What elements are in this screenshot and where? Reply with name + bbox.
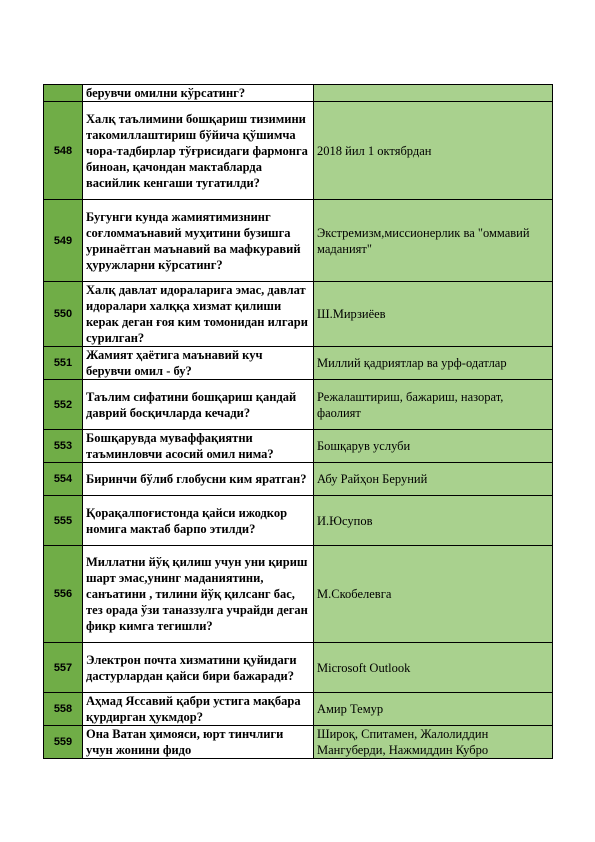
question-number: 552 xyxy=(44,380,83,430)
question-number: 554 xyxy=(44,463,83,496)
questions-table xyxy=(43,84,553,759)
question-text: Она Ватан ҳимояси, юрт тинчлиги учун жонини фидо xyxy=(83,726,314,759)
question-text: Электрон почта хизматини қуйидаги дастурлардан қайси бири бажаради? xyxy=(83,643,314,693)
question-number xyxy=(44,85,83,102)
question-text: Бугунги кунда жамиятимизнинг соғломмаънавий муҳитини бузишга уринаётган маънавий ва мафкуравий ҳуружларни кўрсатинг? xyxy=(83,200,314,282)
answer-text xyxy=(314,85,553,102)
answer-text: Миллий қадриятлар ва урф-одатлар xyxy=(314,347,553,380)
answer-text: Режалаштириш, бажариш, назорат, фаолият xyxy=(314,380,553,430)
question-text: берувчи омилни кўрсатинг? xyxy=(83,85,314,102)
table-row xyxy=(44,200,553,282)
table-row xyxy=(44,102,553,200)
answer-text: И.Юсупов xyxy=(314,496,553,546)
question-text: Бошқарувда муваффақиятни таъминловчи асосий омил нима? xyxy=(83,430,314,463)
question-text: Қорақалпоғистонда қайси ижодкор номига мактаб барпо этилди? xyxy=(83,496,314,546)
answer-text: Ш.Мирзиёев xyxy=(314,282,553,347)
table-row xyxy=(44,643,553,693)
answer-text: Бошқарув услуби xyxy=(314,430,553,463)
table-row xyxy=(44,282,553,347)
table-row xyxy=(44,380,553,430)
question-number: 550 xyxy=(44,282,83,347)
question-number: 555 xyxy=(44,496,83,546)
table-row xyxy=(44,496,553,546)
table-row xyxy=(44,85,553,102)
question-number: 556 xyxy=(44,546,83,643)
table-row xyxy=(44,693,553,726)
question-number: 559 xyxy=(44,726,83,759)
answer-text: Абу Райҳон Беруний xyxy=(314,463,553,496)
question-number: 549 xyxy=(44,200,83,282)
table-row xyxy=(44,347,553,380)
answer-text: Microsoft Outlook xyxy=(314,643,553,693)
question-text: Аҳмад Яссавий қабри устига мақбара қурдирган ҳукмдор? xyxy=(83,693,314,726)
table-row xyxy=(44,430,553,463)
question-text: Биринчи бўлиб глобусни ким яратган? xyxy=(83,463,314,496)
question-number: 557 xyxy=(44,643,83,693)
answer-text: Экстремизм,миссионерлик ва "оммавий маданият" xyxy=(314,200,553,282)
question-text: Халқ давлат идораларига эмас, давлат идоралари халққа хизмат қилиши керак деган ғоя ким томонидан илгари сурилган? xyxy=(83,282,314,347)
table-row xyxy=(44,463,553,496)
answer-text: Амир Темур xyxy=(314,693,553,726)
question-number: 558 xyxy=(44,693,83,726)
question-text: Халқ таълимини бошқариш тизимини такомиллаштириш бўйича қўшимча чора-тадбирлар тўғрисидаги фармонга биноан, қачондан мактабларда васийлик кенгаши тугатилди? xyxy=(83,102,314,200)
question-text: Миллатни йўқ қилиш учун уни қириш шарт эмас,унинг маданиятини, санъатини , тилини йўқ қилсанг бас, тез орада ўзи таназзулга учрайди деган фикр кимга тегишли? xyxy=(83,546,314,643)
answer-text: Широқ, Спитамен, Жалолиддин Мангуберди, Нажмиддин Кубро xyxy=(314,726,553,759)
question-text: Таълим сифатини бошқариш қандай даврий босқичларда кечади? xyxy=(83,380,314,430)
question-number: 553 xyxy=(44,430,83,463)
table-row xyxy=(44,546,553,643)
question-number: 551 xyxy=(44,347,83,380)
question-number: 548 xyxy=(44,102,83,200)
answer-text: М.Скобелевга xyxy=(314,546,553,643)
answer-text: 2018 йил 1 октябрдан xyxy=(314,102,553,200)
question-text: Жамият ҳаётига маънавий куч берувчи омил - бу? xyxy=(83,347,314,380)
table-row xyxy=(44,726,553,759)
